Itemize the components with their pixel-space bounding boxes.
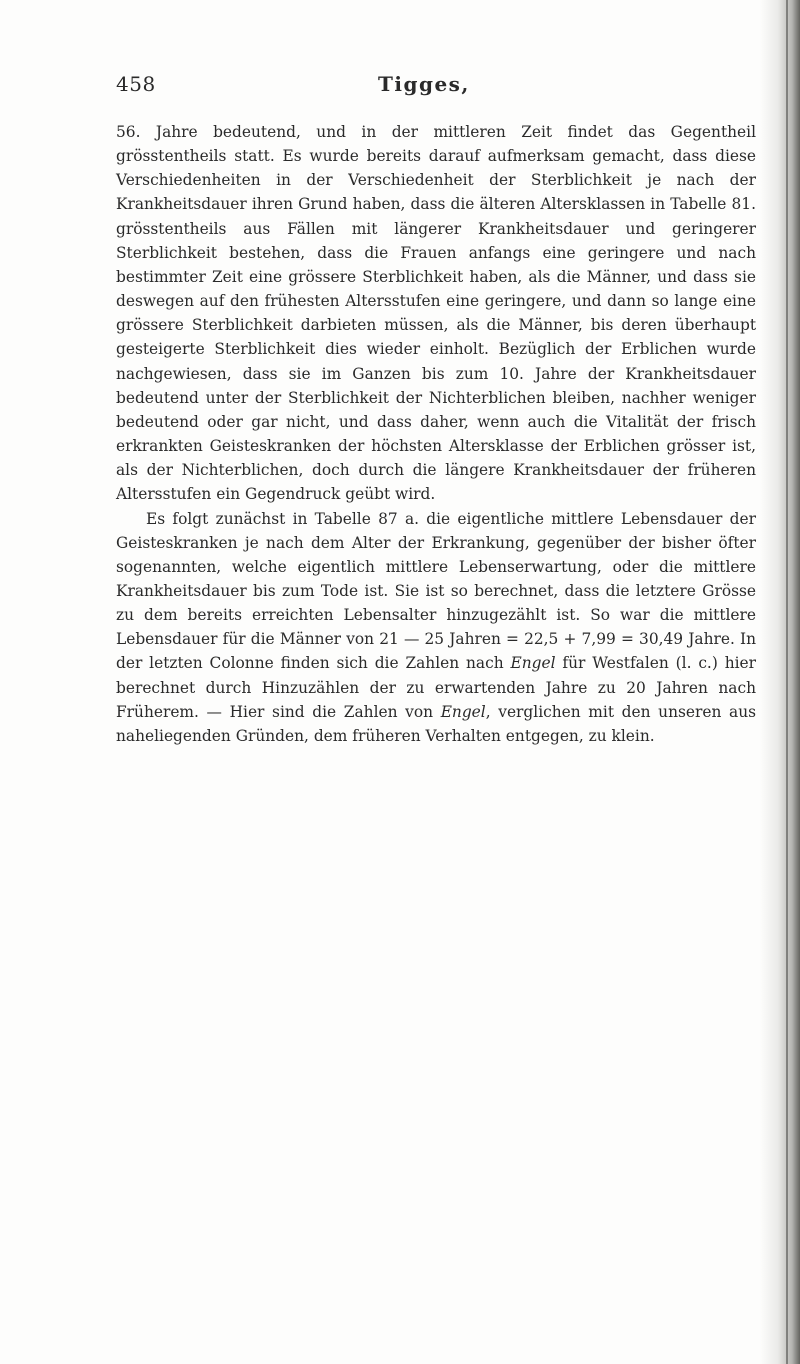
paragraph	[116, 507, 756, 749]
paragraph-text: für Westfalen (l. c.) hier berechnet durch Hinzuzählen der zu erwartenden Jahre zu 20 Jahren nach Früherem. — Hier sind die Zahlen von	[116, 654, 756, 721]
page-edge-line	[786, 0, 788, 1364]
author-name-engel: Engel	[440, 702, 486, 721]
paragraph-text: , verglichen mit den unseren aus naheliegenden Gründen, dem früheren Verhalten entgegen, zu klein.	[116, 702, 756, 745]
page-number: 458	[116, 72, 156, 96]
page-header	[116, 72, 756, 104]
paragraph-text: Es folgt zunächst in Tabelle 87 a. die eigentliche mittlere Lebensdauer der Geisteskranken je nach dem Alter der Erkrankung, gegenüber der bisher öfter sogenannten, welche eigentlich mittlere Lebenserwartung, oder die mittlere Krankheitsdauer bis zum Tode ist. Sie ist so berechnet, dass die letztere Grösse zu dem bereits erreichten Lebensalter hinzugezählt ist. So war die mittlere Lebensdauer für die Männer von 21 — 25 Jahren = 22,5 + 7,99 = 30,49 Jahre. In der letzten Colonne finden sich die Zahlen nach	[116, 509, 756, 673]
paragraph-continuation	[116, 120, 756, 507]
paragraph-text: 56. Jahre bedeutend, und in der mittleren Zeit findet das Gegentheil grösstentheils statt. Es wurde bereits darauf aufmerksam gemacht, dass diese Verschiedenheiten in der Verschiedenheit der Sterblichkeit je nach der Krankheitsdauer ihren Grund haben, dass die älteren Altersklassen in Tabelle 81. grösstentheils aus Fällen mit längerer Krankheitsdauer und geringerer Sterblichkeit bestehen, dass die Frauen anfangs eine geringere und nach bestimmter Zeit eine grössere Sterblichkeit haben, als die Männer, und dass sie deswegen auf den frühesten Altersstufen eine geringere, und dann so lange eine grössere Sterblichkeit darbieten müssen, als die Männer, bis deren überhaupt gesteigerte Sterblichkeit dies wieder einholt. Bezüglich der Erblichen wurde nachgewiesen, dass sie im Ganzen bis zum 10. Jahre der Krankheitsdauer bedeutend unter der Sterblichkeit der Nichterblichen bleiben, nachher weniger bedeutend oder gar nicht, und dass daher, wenn auch die Vitalität der frisch erkrankten Geisteskranken der höchsten Altersklasse der Erblichen grösser ist, als der Nichterblichen, doch durch die längere Krankheitsdauer der früheren Altersstufen ein Gegendruck geübt wird.	[116, 123, 756, 504]
running-head: Tigges,	[378, 72, 470, 96]
author-name-engel: Engel	[510, 654, 556, 673]
body-text	[116, 120, 756, 748]
page-edge-shadow	[760, 0, 800, 1364]
